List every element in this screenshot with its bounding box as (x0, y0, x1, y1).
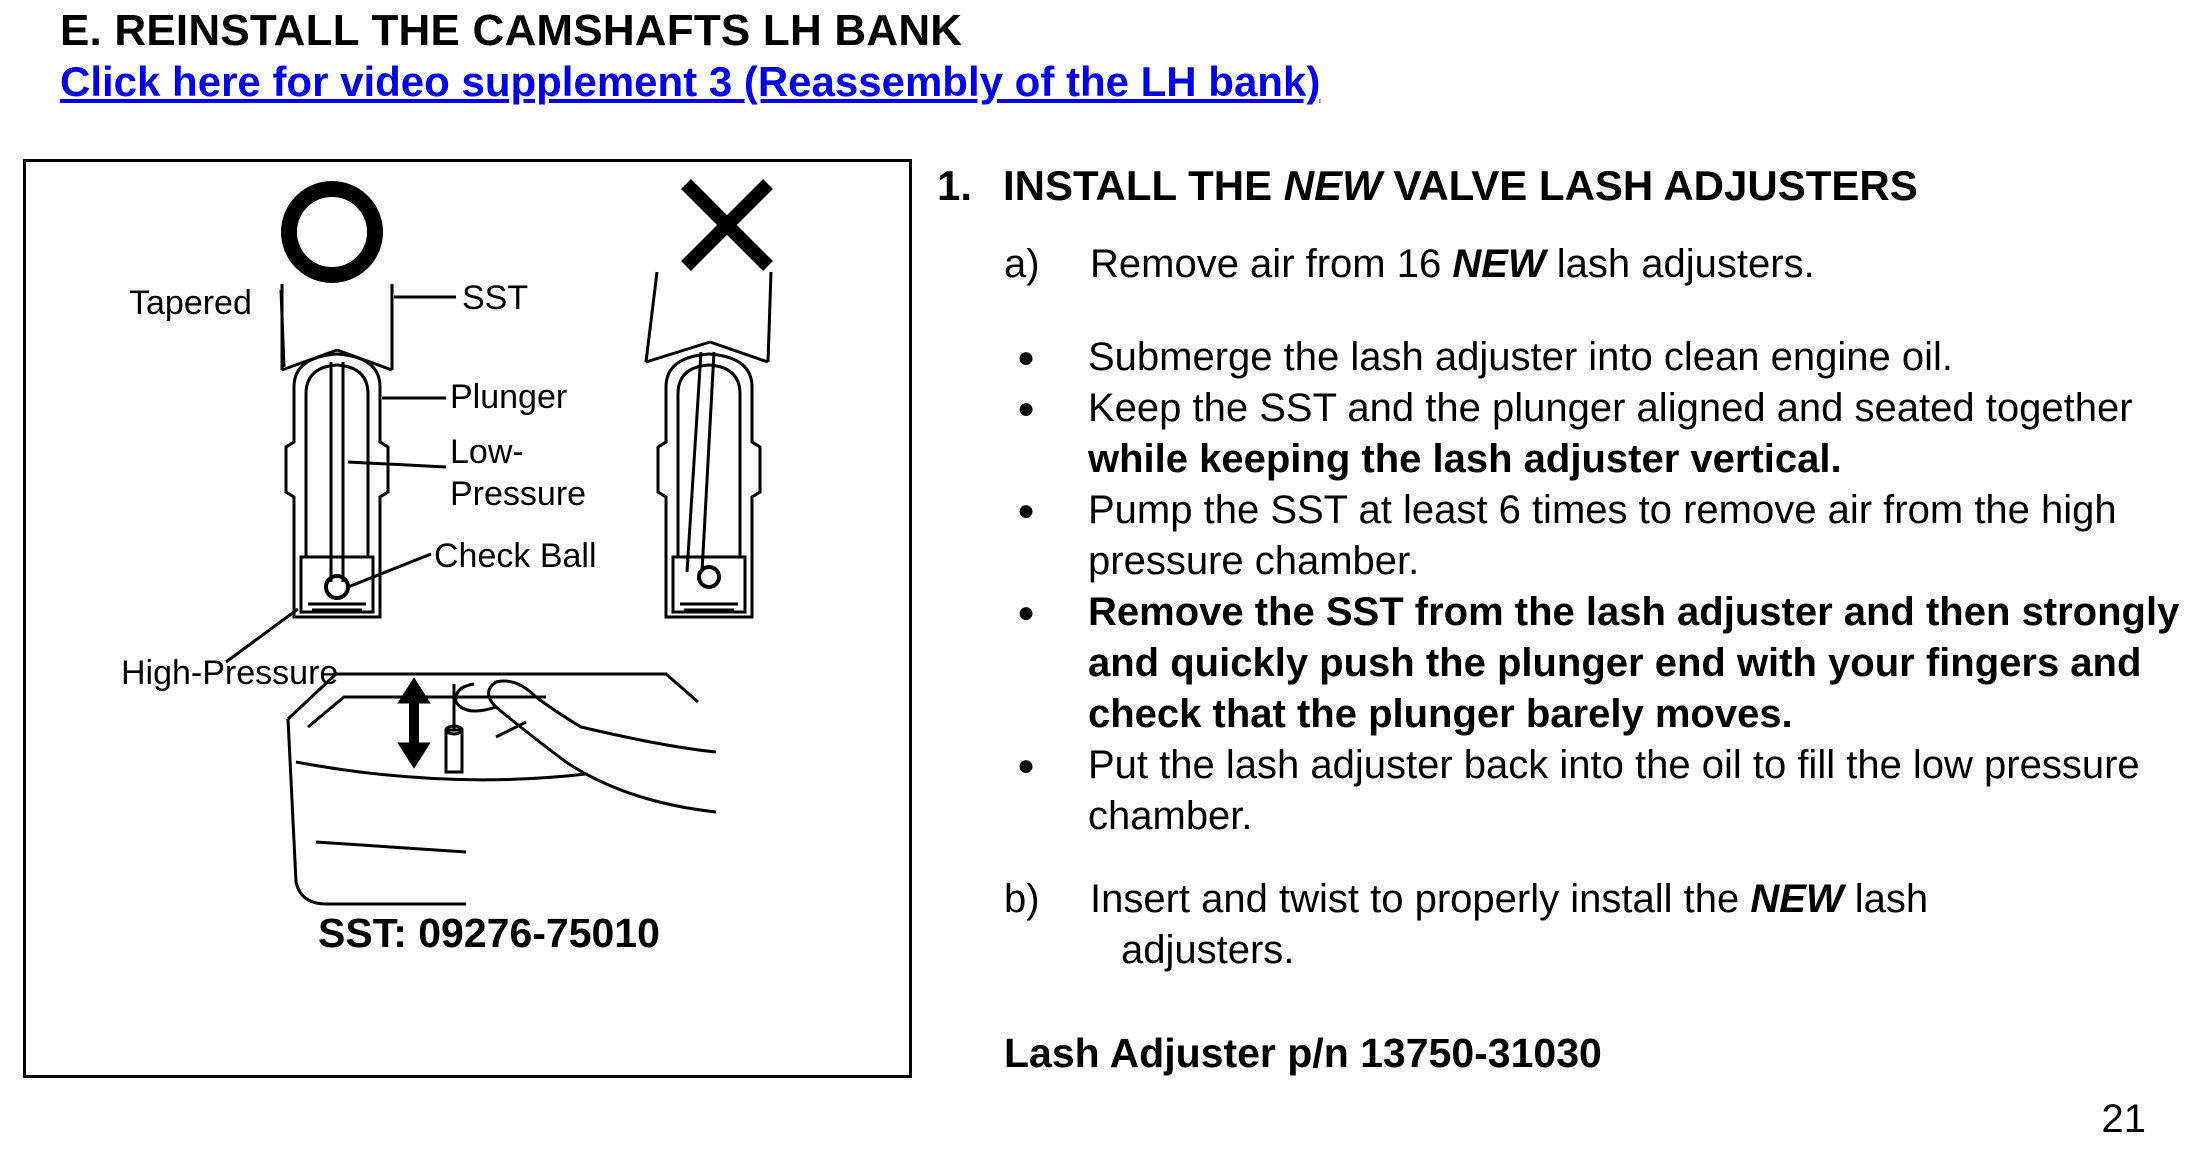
substep-a-text: Remove air from 16 (1090, 242, 1453, 286)
substep-b (1004, 877, 1928, 922)
substep-b-text: Insert and twist to properly install the (1090, 877, 1751, 921)
label-sst: SST (462, 279, 529, 317)
bullet-item (1004, 587, 2194, 740)
part-number: Lash Adjuster p/n 13750-31030 (1004, 1030, 1602, 1076)
lash-adjuster-figure (23, 159, 912, 1078)
substep-a (1004, 242, 1815, 287)
procedure-bullets (1004, 332, 2194, 842)
label-check-ball: Check Ball (434, 537, 597, 575)
bullet-dot-icon: ● (1016, 596, 1036, 629)
page-number: 21 (2101, 1097, 2146, 1141)
step-title-text-2: VALVE LASH ADJUSTERS (1381, 162, 1918, 209)
bullet-item (1004, 485, 2194, 587)
bullet-text: Keep the SST and the plunger aligned and seated together (1088, 386, 2133, 430)
label-pressure: Pressure (450, 475, 587, 513)
substep-a-text-2: lash adjusters. (1545, 242, 1815, 286)
bullet-dot-icon: ● (1016, 494, 1036, 527)
substep-b-line2: adjusters. (1121, 928, 1295, 972)
step-title-emph: NEW (1283, 162, 1382, 209)
bullet-item (1004, 383, 2194, 485)
substep-b-text-2: lash (1843, 877, 1929, 921)
label-plunger: Plunger (450, 378, 568, 416)
correct-circle-icon (289, 189, 375, 275)
bullet-dot-icon: ● (1016, 749, 1036, 782)
substep-a-letter: a) (1004, 242, 1040, 286)
substep-a-emph: NEW (1452, 242, 1546, 286)
bullet-dot-icon: ● (1016, 392, 1036, 425)
label-tapered: Tapered (129, 284, 252, 322)
bullet-text-bold: while keeping the lash adjuster vertical. (1088, 437, 1842, 481)
gloved-hand (489, 681, 717, 812)
substep-b-emph: NEW (1750, 877, 1844, 921)
video-supplement-link[interactable]: Click here for video supplement 3 (Reassembly of the LH bank) (60, 58, 1321, 105)
check-ball-icon (326, 576, 348, 598)
section-heading: E. REINSTALL THE CAMSHAFTS LH BANK (60, 6, 963, 55)
step-title (937, 162, 1918, 210)
substep-b-letter: b) (1004, 877, 1040, 921)
bullet-dot-icon: ● (1016, 341, 1036, 374)
sst-caption: SST: 09276-75010 (318, 910, 660, 956)
bullet-item (1004, 332, 2194, 383)
label-high-pressure: High-Pressure (121, 654, 339, 692)
step-number: 1. (937, 162, 973, 209)
step-title-text: INSTALL THE (1003, 162, 1284, 209)
label-low: Low- (450, 433, 524, 471)
bullet-text: Submerge the lash adjuster into clean engine oil. (1088, 335, 1953, 379)
bullet-item (1004, 740, 2194, 842)
bullet-text: Pump the SST at least 6 times to remove air from the high pressure chamber. (1088, 488, 2117, 583)
bullet-text: Put the lash adjuster back into the oil to fill the low pressure chamber. (1088, 743, 2140, 838)
incorrect-x-icon (686, 184, 768, 266)
bullet-text-bold: Remove the SST from the lash adjuster and then strongly and quickly push the plunger end with your fingers and check that the plunger barely moves. (1088, 590, 2180, 736)
